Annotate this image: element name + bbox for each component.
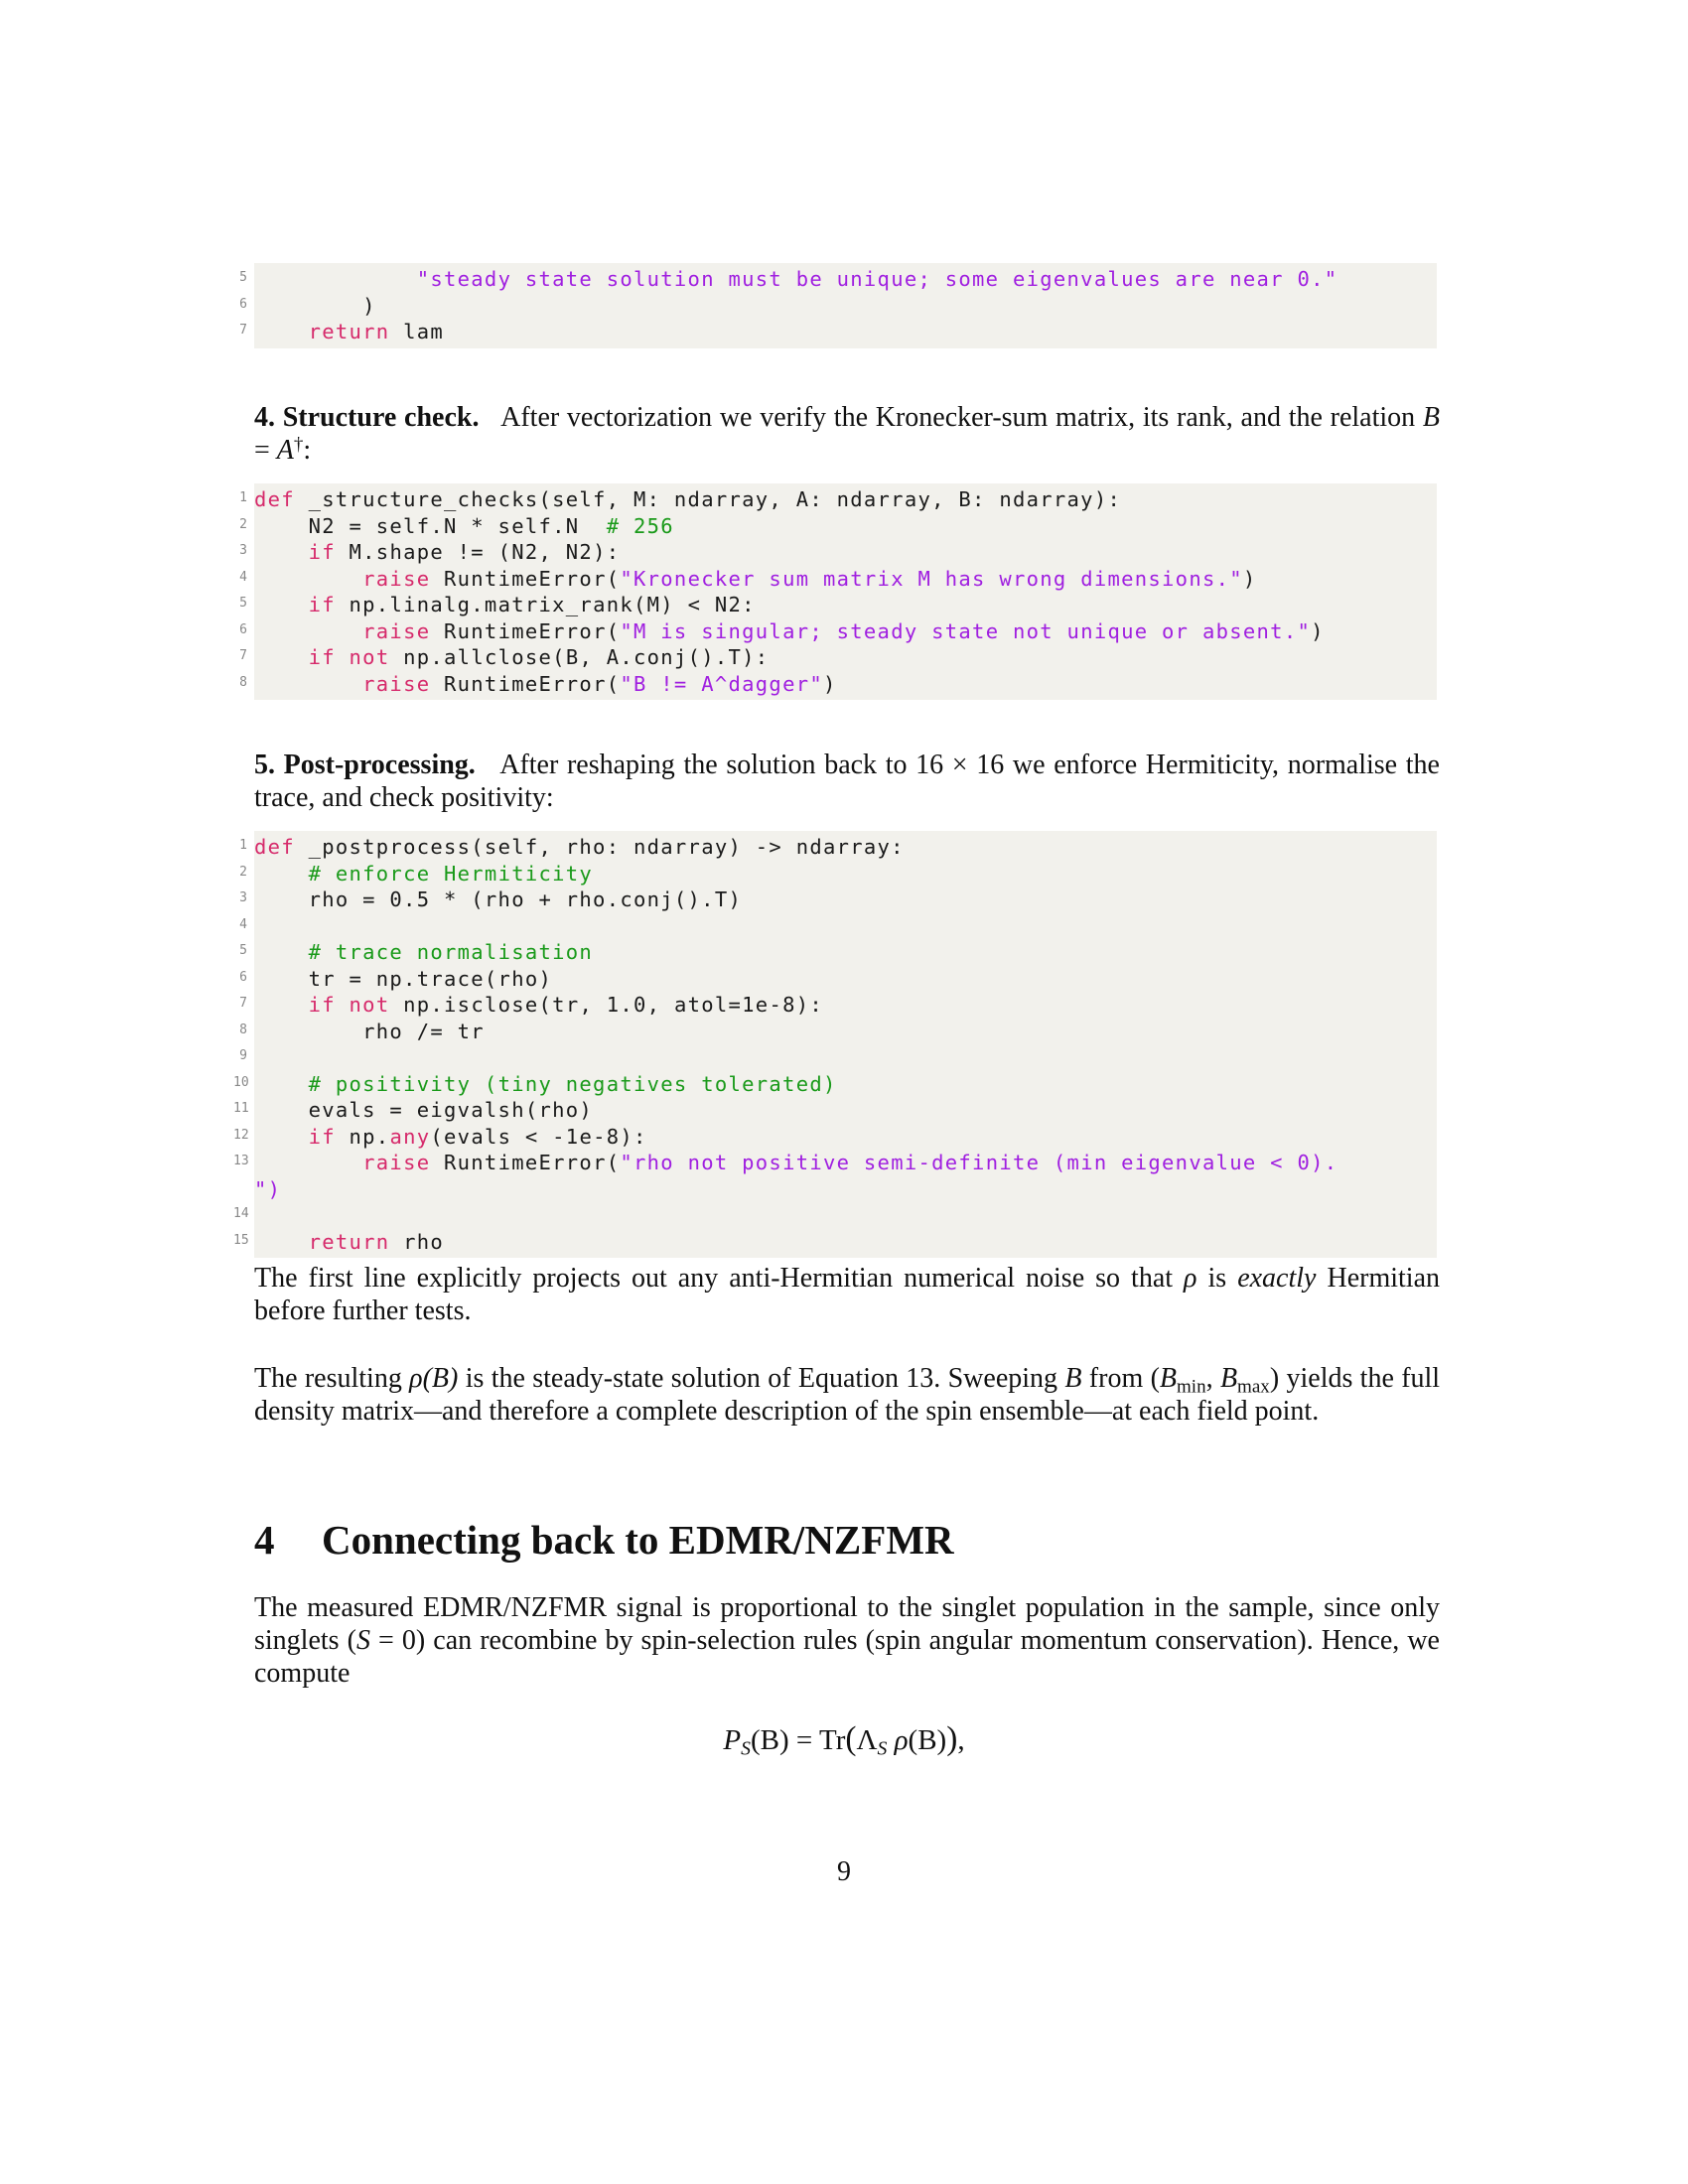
math-bmin: B: [1159, 1363, 1177, 1394]
code-text: if np.any(evals < -1e-8):: [308, 1124, 647, 1149]
code-text: raise RuntimeError("B != A^dagger"): [362, 671, 837, 696]
line-number: 5: [239, 943, 247, 958]
code-text: rho = 0.5 * (rho + rho.conj().T): [254, 887, 743, 911]
eq-tail: ,: [957, 1724, 965, 1756]
code-text: if not np.isclose(tr, 1.0, atol=1e-8):: [308, 993, 824, 1017]
result-text-1: The resulting: [254, 1363, 402, 1394]
eq-open: (: [845, 1720, 857, 1757]
code-text: "steady state solution must be unique; some eigenvalues are near 0.": [416, 267, 1338, 291]
code-line: [239, 1019, 1437, 1045]
emphasis-exactly: exactly: [1237, 1263, 1317, 1294]
code-line: [239, 266, 1437, 293]
section-number: 4: [254, 1517, 275, 1563]
code-block-3: [233, 831, 1437, 1258]
code-line: [239, 319, 1437, 345]
post-processing-text: After reshaping the solution back to 16 × 16 we enforce Hermiticity, normalise the trace, and check positivity:: [254, 750, 1440, 813]
line-number: 4: [239, 916, 247, 932]
code-line: [239, 513, 1437, 540]
hermitian-paragraph: [254, 1262, 1440, 1327]
code-text: if M.shape != (N2, N2):: [308, 540, 621, 564]
code-line: [239, 939, 1437, 966]
code-line: [239, 644, 1437, 671]
signal-text-2: ) can recombine by spin-selection rules (spin angular momentum conservation). Hence, we compute: [254, 1625, 1440, 1689]
line-number: 2: [239, 864, 247, 880]
line-number: 4: [239, 569, 247, 585]
eq-p: P: [723, 1724, 742, 1756]
code-text: evals = eigvalsh(rho): [254, 1098, 594, 1122]
math-range-comma: ,: [1205, 1363, 1220, 1394]
code-text: # enforce Hermiticity: [308, 861, 594, 886]
eq-p-sub: S: [741, 1737, 751, 1760]
math-s: S: [355, 1625, 370, 1656]
line-number: 11: [233, 1101, 249, 1116]
eq-rho-arg: (B): [908, 1724, 947, 1756]
code-line: [233, 1229, 1437, 1256]
code-text: tr = np.trace(rho): [254, 966, 553, 991]
line-number: 2: [239, 516, 247, 532]
math-dagger: †: [293, 434, 304, 456]
math-colon: :: [303, 435, 312, 466]
code-text: return lam: [308, 320, 445, 343]
structure-check-paragraph: [254, 401, 1440, 467]
section-heading: [254, 1516, 954, 1564]
code-line: [239, 992, 1437, 1019]
line-number: 15: [233, 1232, 249, 1248]
code-line: [239, 887, 1437, 913]
code-text: "): [254, 1176, 282, 1201]
code-line: [239, 834, 1437, 861]
math-b-sweep: B: [1064, 1363, 1082, 1394]
code-line: [239, 539, 1437, 566]
line-number: 5: [239, 596, 247, 611]
code-line: [233, 1071, 1437, 1098]
math-bmax: B: [1219, 1363, 1238, 1394]
line-number: 8: [239, 674, 247, 690]
hermitian-text-middle: is: [1196, 1263, 1238, 1294]
section-title: Connecting back to EDMR/NZFMR: [322, 1517, 954, 1563]
structure-check-text: After vectorization we verify the Kronecker-sum matrix, its rank, and the relation: [500, 402, 1416, 433]
code-text: raise RuntimeError("M is singular; steady state not unique or absent."): [362, 618, 1325, 643]
math-a: A: [276, 435, 294, 466]
line-number: 9: [239, 1048, 247, 1063]
math-b: B: [1422, 402, 1440, 433]
result-text-4: yields the full density matrix—and therefore a complete description of the spin ensemble—at each field point.: [254, 1363, 1441, 1427]
code-line: [233, 1202, 1437, 1229]
code-line: [254, 1176, 1437, 1203]
code-text: ): [254, 293, 376, 318]
eq-close: ): [946, 1720, 958, 1757]
line-number: 7: [239, 648, 247, 663]
signal-paragraph: [254, 1591, 1440, 1690]
singlet-population-equation: [0, 1720, 1688, 1758]
line-number: 8: [239, 1022, 247, 1037]
math-bmin-sub: min: [1177, 1376, 1206, 1398]
math-range-open: (: [1150, 1363, 1160, 1394]
eq-rho: ρ: [887, 1724, 909, 1756]
result-text-2: is the steady-state solution of Equation 13. Sweeping: [465, 1363, 1058, 1394]
code-text: return rho: [308, 1229, 445, 1254]
result-paragraph: [254, 1362, 1440, 1428]
line-number: 7: [239, 996, 247, 1011]
eq-trace: = Tr: [788, 1724, 846, 1756]
code-line: [233, 1097, 1437, 1124]
code-line: [233, 1150, 1437, 1176]
code-line: [239, 913, 1437, 940]
code-text: def _postprocess(self, rho: ndarray) -> ndarray:: [254, 835, 905, 859]
math-s-eq: = 0: [369, 1625, 416, 1656]
line-number: 10: [233, 1074, 249, 1090]
line-number: 5: [239, 270, 247, 285]
code-line: [233, 1124, 1437, 1151]
code-text: raise RuntimeError("rho not positive semi-definite (min eigenvalue < 0).: [362, 1151, 1338, 1174]
code-line: [239, 618, 1437, 645]
hermitian-text-after: Hermitian before further tests.: [254, 1263, 1440, 1326]
code-text: if np.linalg.matrix_rank(M) < N2:: [308, 593, 756, 616]
code-text: # trace normalisation: [308, 940, 594, 964]
code-text: # positivity (tiny negatives tolerated): [308, 1071, 837, 1096]
line-number: 3: [239, 890, 247, 905]
math-bmax-sub: max: [1237, 1376, 1270, 1398]
line-number: 12: [233, 1127, 249, 1143]
code-block-2: [239, 483, 1437, 700]
code-text: N2 = self.N * self.N # 256: [254, 513, 674, 538]
math-equals: =: [254, 435, 277, 466]
line-number: 6: [239, 296, 247, 312]
line-number: 6: [239, 621, 247, 637]
signal-text-1: The measured EDMR/NZFMR signal is proportional to the singlet population in the sample, since only singlets (: [254, 1592, 1440, 1656]
eq-lambda: Λ: [856, 1724, 878, 1756]
code-text: def _structure_checks(self, M: ndarray, A: ndarray, B: ndarray):: [254, 487, 1122, 511]
code-line: [239, 486, 1437, 513]
eq-p-arg: (B): [751, 1724, 789, 1756]
structure-check-heading: 4. Structure check.: [254, 402, 480, 433]
code-line: [239, 966, 1437, 993]
code-line: [239, 566, 1437, 593]
math-rho: ρ: [1184, 1263, 1197, 1294]
math-range-close: ): [1269, 1363, 1280, 1394]
post-processing-heading: 5. Post-processing.: [254, 750, 476, 780]
code-line: [239, 1044, 1437, 1071]
math-rho-b: ρ(B): [409, 1363, 459, 1394]
code-line: [239, 293, 1437, 320]
result-text-3: from: [1088, 1363, 1144, 1394]
eq-lambda-sub: S: [877, 1737, 888, 1760]
code-text: rho /= tr: [254, 1019, 485, 1043]
line-number: 7: [239, 323, 247, 338]
line-number: 6: [239, 969, 247, 985]
code-line: [239, 861, 1437, 887]
code-text: if not np.allclose(B, A.conj().T):: [308, 645, 770, 669]
hermitian-text-before: The first line explicitly projects out any anti-Hermitian numerical noise so that: [254, 1263, 1174, 1294]
line-number: 3: [239, 543, 247, 558]
page-number: 9: [837, 1856, 851, 1887]
line-number: 1: [239, 490, 247, 505]
line-number: 1: [239, 838, 247, 853]
code-line: [239, 671, 1437, 698]
code-block-1: [239, 263, 1437, 348]
code-line: [239, 592, 1437, 618]
post-processing-paragraph: [254, 749, 1440, 814]
line-number: 13: [233, 1154, 249, 1168]
line-number: 14: [233, 1206, 249, 1221]
code-text: raise RuntimeError("Kronecker sum matrix M has wrong dimensions."): [362, 566, 1257, 591]
